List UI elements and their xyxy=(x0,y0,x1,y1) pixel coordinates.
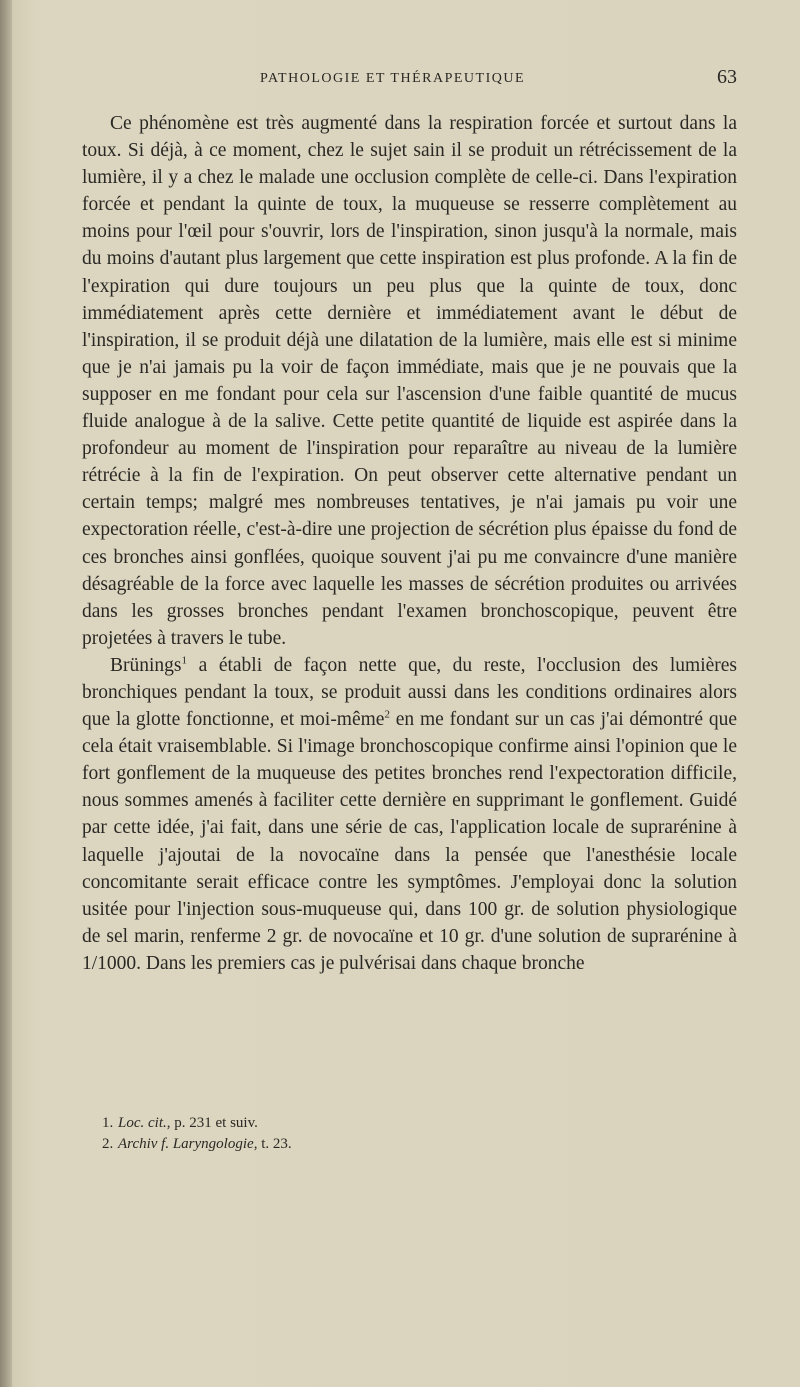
footnote-1 xyxy=(82,1113,737,1134)
paragraph-2-part-2: a établi de façon nette que, du reste, l'occlusion des lumières bronchiques pendant la toux, se produit aussi dans les conditions ordinaires alors que la glotte fonctionne, et moi-même xyxy=(82,654,737,731)
running-title: PATHOLOGIE ET THÉRAPEUTIQUE xyxy=(260,71,526,86)
footnote-ref-1: 1 xyxy=(181,654,188,667)
footnote-citation: Loc. cit. xyxy=(118,1115,167,1131)
paragraph-2-part-1: Brünings xyxy=(110,654,182,676)
paragraph-2-part-3: en me fondant sur un cas j'ai démontré que cela était vraisemblable. Si l'image bronchoscopique confirme ainsi l'opinion que le fort gonflement de la muqueuse des petites bronches rend l'expectoration difficile, nous sommes amenés à faciliter cette dernière en supprimant le gonflement. Guidé par cette idée, j'ai fait, dans une série de cas, l'application locale de suprarénine à laquelle j'ajoutai de la novocaïne dans la pensée que l'anesthésie locale concomitante serait efficace contre les symptômes. J'employai donc la solution usitée pour l'injection sous-muqueuse qui, dans 100 gr. de solution physiologique de sel marin, renferme 2 gr. de novocaïne et 10 gr. d'une solution de suprarénine à 1/1000. Dans les premiers cas je pulvérisai dans chaque bronche xyxy=(82,709,738,974)
footnote-detail: , p. 231 et suiv. xyxy=(166,1115,258,1131)
page-spine-shadow xyxy=(0,0,12,1387)
paragraph-2 xyxy=(82,652,737,977)
footnote-ref-2: 2 xyxy=(384,708,390,721)
paragraph-1: Ce phénomène est très augmenté dans la respiration forcée et surtout dans la toux. Si déjà, à ce moment, chez le sujet sain il se produit un rétrécissement de la lumière, il y a chez le malade une occlusion complète de celle-ci. Dans l'expiration forcée et pendant la quinte de toux, la muqueuse se resserre complètement au moins pour l'œil pour s'ouvrir, lors de l'inspiration, sinon jusqu'à la normale, mais du moins d'autant plus largement que cette inspiration est plus profonde. A la fin de l'expiration qui dure toujours un peu plus que la quinte de toux, donc immédiatement après cette dernière et immédiatement avant le début de l'inspiration, il se produit déjà une dilatation de la lumière, mais elle est si minime que je n'ai jamais pu la voir de façon immédiate, mais que je ne pouvais que la supposer en me fondant pour cela sur l'ascension d'une faible quantité de mucus fluide analogue à de la salive. Cette petite quantité de liquide est aspirée dans la profondeur au moment de l'inspiration pour reparaître au niveau de la lumière rétrécie à la fin de l'expiration. On peut observer cette alternative pendant un certain temps; malgré mes nombreuses tentatives, je n'ai jamais pu voir une expectoration réelle, c'est-à-dire une projection de sécrétion plus épaisse du fond de ces bronches ainsi gonflées, quoique souvent j'ai pu me convaincre d'une manière désagréable de la force avec laquelle les masses de sécrétion produites ou arrivées dans les grosses bronches pendant l'examen bronchoscopique, peuvent être projetées à travers le tube. xyxy=(82,113,737,649)
footnote-detail: , t. 23. xyxy=(253,1136,292,1152)
page-number: 63 xyxy=(717,66,737,88)
footnotes xyxy=(82,1113,737,1155)
footnote-number: 1. xyxy=(102,1115,114,1131)
footnote-citation: Archiv f. Laryngologie xyxy=(118,1136,254,1152)
footnote-number: 2. xyxy=(102,1136,114,1152)
body-text xyxy=(82,110,737,977)
footnote-2 xyxy=(82,1134,737,1155)
page-header xyxy=(82,62,737,92)
